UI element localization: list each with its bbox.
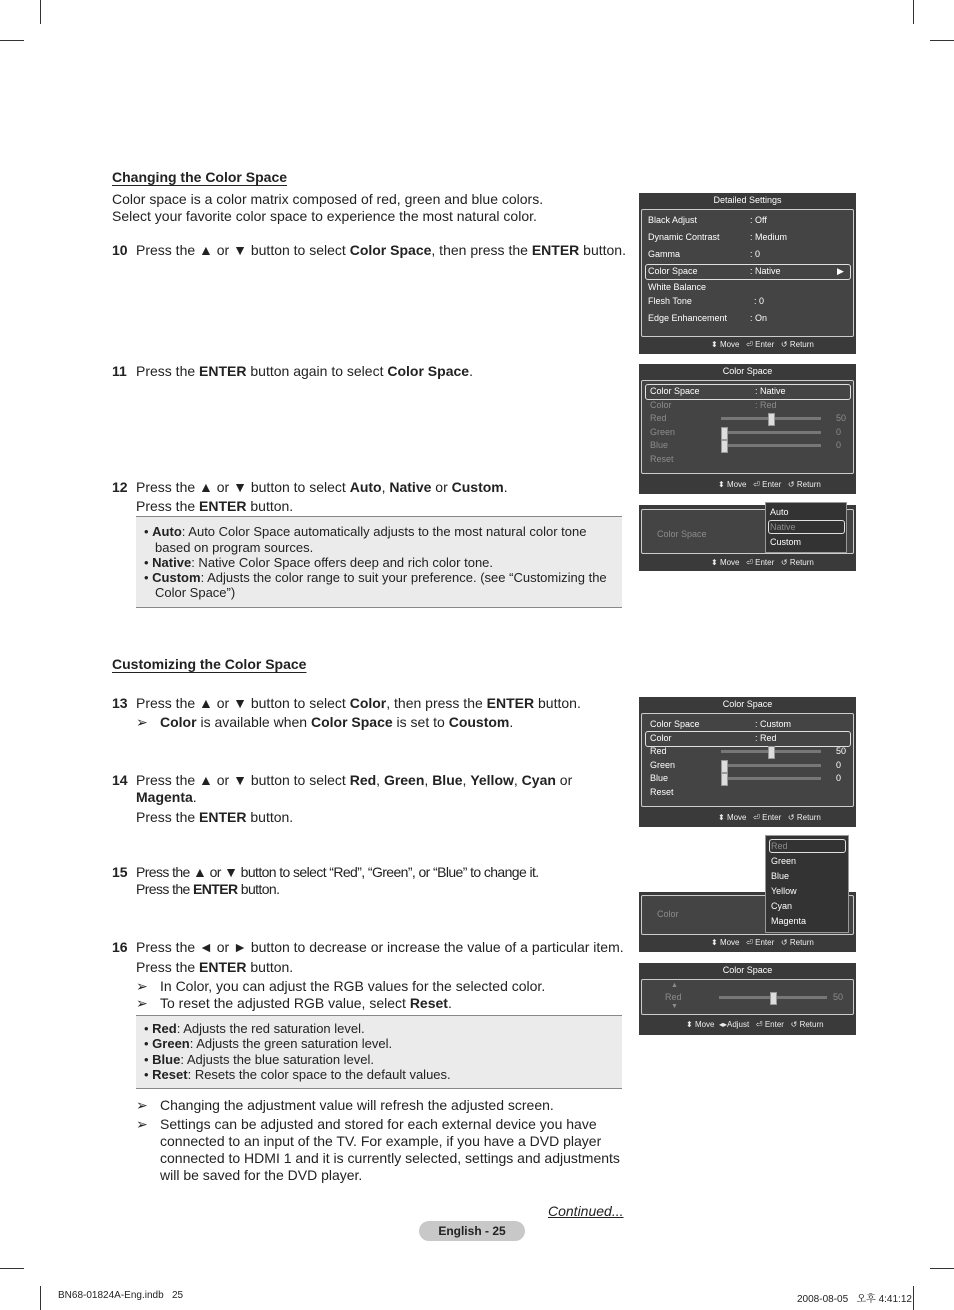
crop-mark (930, 1268, 954, 1269)
osd-value: : Native (750, 266, 781, 276)
bullet-reset: • Reset: Resets the color space to the default values. (144, 1067, 451, 1082)
note-text-line1: Settings can be adjusted and stored for each external device you have (160, 1116, 597, 1132)
osd-row-blue: Blue (650, 440, 669, 450)
note-arrow-icon: ➢ (136, 1116, 148, 1132)
continued-label: Continued... (548, 1203, 624, 1219)
osd-value: 0 (836, 773, 842, 783)
green-slider-knob (721, 427, 728, 440)
return-icon: ↺ (787, 480, 795, 489)
step-text: Press the ▲ or ▼ button to select Red, Green, Blue, Yellow, Cyan or (136, 772, 573, 788)
note-arrow-icon: ➢ (136, 714, 148, 730)
red-slider-knob[interactable] (768, 746, 775, 759)
osd-row-reset: Reset (650, 454, 674, 464)
return-icon: ↺ (780, 340, 788, 349)
osd-selection-highlight (645, 731, 851, 747)
step-text: Press the ▲ or ▼ button to select Color, then press the ENTER button. (136, 695, 581, 711)
osd-row-blue[interactable]: Blue (650, 773, 669, 783)
step-text-line2: Press the ENTER button. (136, 959, 294, 975)
step-number: 10 (112, 242, 128, 258)
osd-row-red: Red (650, 413, 667, 423)
osd-value: : On (750, 313, 768, 323)
color-option-list (765, 835, 849, 933)
note-text-line4: will be saved for the DVD player. (160, 1167, 363, 1183)
bullet-auto-cont: based on program sources. (155, 540, 314, 555)
osd-detailed-settings (639, 193, 856, 354)
note-text: Changing the adjustment value will refresh the adjusted screen. (160, 1097, 554, 1113)
note-text-line2: connected to an input of the TV. For example, if you have a DVD player (160, 1133, 602, 1149)
up-arrow-icon: ▲ (671, 982, 678, 989)
osd-value: 50 (836, 746, 847, 756)
step-number: 11 (112, 363, 127, 379)
crop-mark (0, 1268, 24, 1269)
move-icon: ⬍ (718, 813, 725, 822)
intro-line-2: Select your favorite color space to experience the most natural color. (112, 208, 537, 224)
osd-row-flesh-tone[interactable]: Flesh Tone (648, 296, 692, 306)
blue-slider-track (721, 444, 821, 447)
option-red[interactable]: Red (771, 841, 788, 851)
osd-title: Color Space (722, 965, 773, 975)
step-12 (112, 479, 632, 519)
green-slider-track[interactable] (721, 764, 821, 767)
osd-color-space-popup (639, 505, 856, 571)
osd-color-space-native (639, 364, 856, 494)
enter-icon: ⏎ (755, 1020, 763, 1029)
enter-icon: ⏎ (746, 340, 753, 349)
note-text-line3: connected to HDMI 1 and it is currently selected, settings and adjustments (160, 1150, 620, 1166)
osd-row-color-space[interactable]: Color Space (650, 719, 700, 729)
osd-footer: ⬍ Move ◂▸Adjust ⏎ Enter ↺ Return (686, 1020, 824, 1029)
osd-value: : 0 (750, 249, 761, 259)
step-text: Press the ▲ or ▼ button to select Color Space, then press the ENTER button. (136, 242, 626, 258)
osd-row-color-space[interactable]: Color Space (648, 266, 698, 276)
note-arrow-icon: ➢ (136, 1097, 148, 1113)
step-text-line2: Magenta. (136, 789, 197, 805)
footer-timestamp: 2008-08-05 오후 4:41:12 (797, 1294, 912, 1305)
osd-value: : Medium (750, 232, 788, 242)
return-icon: ↺ (790, 1020, 798, 1029)
step-14 (112, 772, 632, 832)
osd-value: : Native (755, 386, 786, 396)
section-heading-changing-color-space: Changing the Color Space (112, 169, 288, 185)
option-auto[interactable]: Auto (770, 507, 789, 517)
red-slider-knob (768, 413, 775, 426)
osd-value: 0 (836, 440, 842, 450)
crop-mark (0, 40, 24, 41)
return-icon: ↺ (780, 558, 788, 567)
option-magenta[interactable]: Magenta (771, 916, 807, 926)
note-arrow-icon: ➢ (136, 978, 148, 994)
option-green[interactable]: Green (771, 856, 797, 866)
osd-title: Color Space (722, 699, 773, 709)
osd-footer: ⬍ Move ⏎ Enter ↺ Return (711, 938, 814, 947)
osd-row-color-space[interactable]: Color Space (650, 386, 700, 396)
option-cyan[interactable]: Cyan (771, 901, 793, 911)
step-number: 15 (112, 864, 128, 880)
step-11 (112, 363, 632, 383)
page-number-badge: English - 25 (419, 1221, 525, 1241)
osd-footer: ⬍ Move ⏎ Enter ↺ Return (711, 558, 814, 567)
osd-row-color: Color (650, 400, 672, 410)
red-adjust-slider-knob[interactable] (770, 992, 777, 1005)
step-number: 16 (112, 939, 128, 955)
step-text: Press the ▲ or ▼ button to select Auto, Native or Custom. (136, 479, 508, 495)
osd-value: : Custom (755, 719, 792, 729)
enter-icon: ⏎ (746, 938, 753, 947)
red-slider-track[interactable] (721, 750, 821, 753)
move-icon: ⬍ (711, 558, 718, 567)
option-blue[interactable]: Blue (771, 871, 790, 881)
osd-row-white-balance[interactable]: White Balance (648, 282, 707, 292)
down-arrow-icon: ▼ (671, 1003, 678, 1010)
step-text-line2: Press the ENTER button. (136, 498, 294, 514)
osd-label-color: Color (657, 909, 679, 919)
move-icon: ⬍ (686, 1020, 693, 1029)
color-space-options-box (136, 516, 622, 608)
blue-slider-knob (721, 440, 728, 453)
move-icon: ⬍ (711, 938, 718, 947)
note-text: To reset the adjusted RGB value, select Reset. (160, 995, 452, 1011)
bullet-custom: • Custom: Adjusts the color range to suit your preference. (see “Customizing the (144, 570, 607, 585)
option-native[interactable]: Native (770, 522, 796, 532)
osd-color-space-custom (639, 697, 856, 827)
osd-value: : Red (755, 400, 777, 410)
step-13 (112, 695, 632, 715)
osd-row-reset[interactable]: Reset (650, 787, 674, 797)
step-10 (112, 242, 632, 262)
option-custom[interactable]: Custom (770, 537, 802, 547)
bullet-red: • Red: Adjusts the red saturation level. (144, 1021, 365, 1036)
step-text: Press the ▲ or ▼ button to select “Red”, “Green”, or “Blue” to change it. (136, 864, 539, 880)
bullet-green: • Green: Adjusts the green saturation level. (144, 1036, 393, 1051)
bullet-native: • Native: Native Color Space offers deep and rich color tone. (144, 555, 494, 570)
osd-label-red: Red (665, 992, 682, 1002)
green-slider-track (721, 431, 821, 434)
osd-row-color[interactable]: Color (650, 733, 672, 743)
osd-value: 0 (836, 427, 842, 437)
osd-title: Detailed Settings (713, 195, 782, 205)
note-text: Color is available when Color Space is set to Coustom. (160, 714, 514, 730)
footer-file-name: BN68-01824A-Eng.indb 25 (58, 1290, 184, 1301)
step-number: 14 (112, 772, 128, 788)
rgb-options-box (136, 1015, 622, 1089)
step-15 (112, 864, 632, 900)
osd-row-edge-enhancement[interactable]: Edge Enhancement (648, 313, 728, 323)
crop-mark (40, 0, 41, 24)
osd-value: : Red (755, 733, 777, 743)
bullet-custom-cont: Color Space”) (155, 585, 236, 600)
crop-mark (930, 40, 954, 41)
osd-row-dynamic-contrast[interactable]: Dynamic Contrast (648, 232, 720, 242)
osd-row-green: Green (650, 427, 676, 437)
osd-row-green[interactable]: Green (650, 760, 676, 770)
note-arrow-icon: ➢ (136, 995, 148, 1011)
submenu-arrow-icon: ▶ (837, 266, 844, 276)
option-yellow[interactable]: Yellow (771, 886, 797, 896)
move-icon: ⬍ (718, 480, 725, 489)
note-text: In Color, you can adjust the RGB values for the selected color. (160, 978, 546, 994)
step-16 (112, 939, 632, 979)
osd-value: : 0 (754, 296, 765, 306)
osd-footer: ⬍ Move ⏎ Enter ↺ Return (718, 480, 821, 489)
bullet-auto: • Auto: Auto Color Space automatically adjusts to the most natural color tone (144, 524, 587, 539)
crop-mark (40, 1286, 41, 1310)
move-icon: ⬍ (711, 340, 718, 349)
osd-label-color-space: Color Space (657, 529, 707, 539)
return-icon: ↺ (780, 938, 788, 947)
step-text-line2: Press the ENTER button. (136, 881, 280, 897)
osd-red-adjust (639, 963, 856, 1035)
intro-line-1: Color space is a color matrix composed of red, green and blue colors. (112, 191, 544, 207)
adjust-icon: ◂▸ (718, 1020, 727, 1029)
osd-value: : Off (750, 215, 767, 225)
red-slider-track (721, 417, 821, 420)
osd-value: 50 (836, 413, 847, 423)
blue-slider-knob[interactable] (721, 773, 728, 786)
step-number: 12 (112, 479, 128, 495)
osd-footer: ⬍ Move ⏎ Enter ↺ Return (711, 340, 814, 349)
blue-slider-track[interactable] (721, 777, 821, 780)
osd-footer: ⬍ Move ⏎ Enter ↺ Return (718, 813, 821, 822)
osd-row-red[interactable]: Red (650, 746, 667, 756)
return-icon: ↺ (787, 813, 795, 822)
section-heading-customizing-color-space: Customizing the Color Space (112, 656, 307, 672)
enter-icon: ⏎ (753, 480, 760, 489)
bullet-blue: • Blue: Adjusts the blue saturation level. (144, 1052, 375, 1067)
step-number: 13 (112, 695, 128, 711)
osd-title: Color Space (722, 366, 773, 376)
step-text: Press the ENTER button again to select Color Space. (136, 363, 473, 379)
enter-icon: ⏎ (753, 813, 760, 822)
red-adjust-slider-track[interactable] (719, 996, 827, 999)
osd-row-gamma[interactable]: Gamma (648, 249, 681, 259)
enter-icon: ⏎ (746, 558, 753, 567)
osd-value: 0 (836, 760, 842, 770)
step-text: Press the ◄ or ► button to decrease or increase the value of a particular item. (136, 939, 624, 955)
step-text-line3: Press the ENTER button. (136, 809, 294, 825)
osd-row-black-adjust[interactable]: Black Adjust (648, 215, 698, 225)
crop-mark (913, 0, 914, 24)
crop-mark (913, 1286, 914, 1310)
green-slider-knob[interactable] (721, 760, 728, 773)
osd-value: 50 (833, 992, 844, 1002)
